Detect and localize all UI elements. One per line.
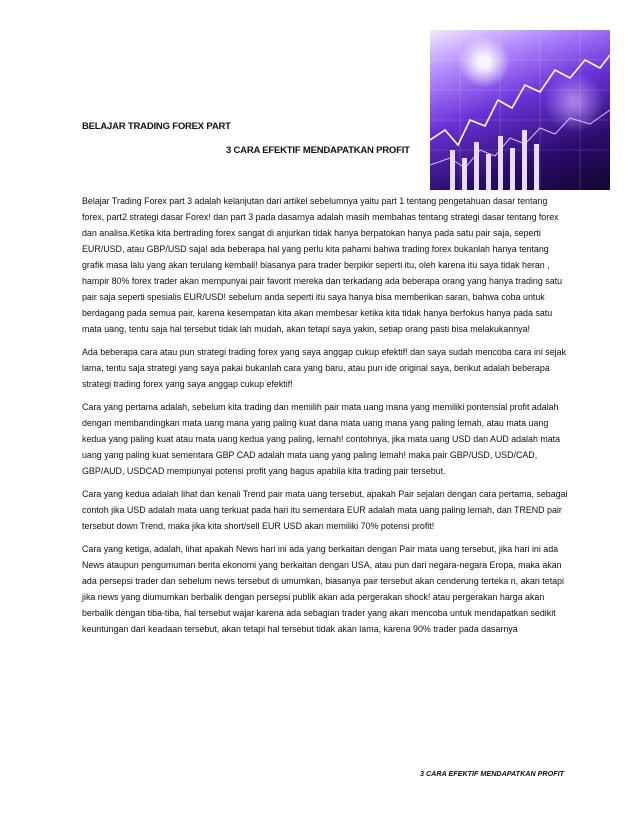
paragraph: Ada beberapa cara atau pun strategi trading forex yang saya anggap cukup efektif! dan saya sudah mencoba cara ini sejak lama, tentu saja strategi yang saya pakai bukanlah cara yang baru, atau pun ide original saya, berikut adalah beberapa strategi trading forex yang saya anggap cukup efektif!: [82, 347, 567, 389]
paragraph: Cara yang kedua adalah lihat dan kenali Trend pair mata uang tersebut, apakah Pair sejalan dengan cara pertama, sebagai contoh jika USD adalah mata uang terkuat pada hari itu sementara EUR adalah mata uang paling lemah, dan TREND pair tersebut down Trend, maka jika kita short/sell EUR USD akan memiliki 70% potensi profit!: [82, 489, 568, 531]
forex-chart-image: [430, 30, 610, 190]
page-footer: 3 CARA EFEKTIF MENDAPATKAN PROFIT: [419, 769, 564, 778]
paragraph: Cara yang ketiga, adalah, lihat apakah News hari ini ada yang berkaitan dengan Pair mata uang tersebut, jika hari ini ada News ataupun pengumuman berita ekonomi yang berkaitan dengan USA, atau pun dari negara-negara Eropa, maka akan ada persepsi trader dan sebelum news tersebut di umumkan, biasanya pair tersebut akan cenderung terteka n, akan tetapi jika news yang diumumkan berbalik dengan persepsi publik akan ada pergerakan shock! atau pergerakan harga akan berbalik dengan tiba-tiba, hal tersebut wajar karena ada sebagian trader yang akan mencoba untuk mendapatkan sedikit keuntungan dari keadaan tersebut, akan tetapi hal tersebut tidak akan lama, karena 90% trader pada dasarnya: [82, 544, 565, 634]
page-title: BELAJAR TRADING FOREX PART: [82, 121, 231, 132]
page-subtitle: 3 CARA EFEKTIF MENDAPATKAN PROFIT: [226, 145, 410, 156]
paragraph: Cara yang pertama adalah, sebelum kita trading dan memilih pair mata uang mana yang memiliki pontensial profit adalah dengan membandingkan mata uang mana yang paling kuat dana mata uang mana yang paling lemah, atau mata uang kedua yang paling kuat atau mata uang kedua yang paling, lemah! contohnya, jika mata uang USD dan AUD adalah mata uang yang paling kuat sementara GBP CAD adalah mata uang yang paling lemah! maka pair GBP/USD, USD/CAD, GBP/AUD, USDCAD mempunyai potensi profit yang bagus apabila kita trading pair tersebut.: [82, 402, 561, 476]
chart-graphic: [430, 30, 610, 190]
paragraph: Belajar Trading Forex part 3 adalah kelanjutan dari artikel sebelumnya yaitu part 1 tentang pengetahuan dasar tentang forex, part2 strategi dasar Forex! dan part 3 pada dasarnya adalah masih membahas tentang strategi dasar tentang forex dan analisa.Ketika kita bertrading forex sangat di anjurkan tidak hanya berpatokan hanya pada satu pair saja, seperti EUR/USD, atau GBP/USD saja! ada beberapa hal yang perlu kita pahami bahwa trading forex bukanlah hanya tentang grafik masa lalu yang akan terulang kembali! biasanya para trader berpikir seperti itu, oleh karena itu saya tidak heran , hampir 80% forex trader akan mempunyai pair favorit mereka dan terkadang ada beberapa orang yang hanya trading satu pair saja seperti spesialis EUR/USD! sebelum anda seperti itu saya hanya bisa memberikan saran, bahwa coba untuk berdagang pada semua pair, karena kesempatan kita akan membesar ketika kita tidak hanya berfokus hanya pada satu mata uang, tentu saja hal tersebut tidak lah mudah, akan tetapi saya yakin, setiap orang pasti bisa melakukannya!: [82, 196, 563, 334]
article-body: [82, 193, 568, 644]
